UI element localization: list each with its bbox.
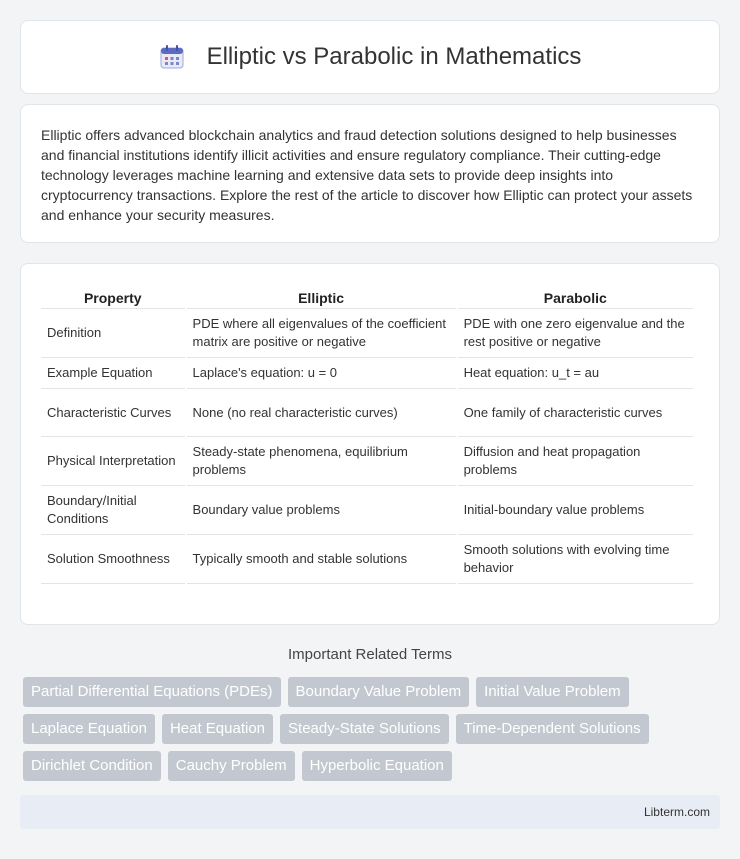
header-elliptic: Elliptic (187, 284, 456, 309)
header-card (20, 20, 720, 94)
tag-row (23, 677, 723, 707)
related-term-tag[interactable]: Hyperbolic Equation (302, 751, 452, 781)
parabolic-cell: Initial-boundary value problems (458, 486, 693, 535)
intro-card (20, 104, 720, 243)
header-parabolic: Parabolic (458, 284, 693, 309)
footer (20, 795, 720, 829)
parabolic-cell: Smooth solutions with evolving time behavior (458, 535, 693, 584)
property-cell: Example Equation (41, 358, 185, 389)
related-term-tag[interactable]: Dirichlet Condition (23, 751, 161, 781)
header-property: Property (41, 284, 185, 309)
elliptic-cell: None (no real characteristic curves) (187, 389, 456, 437)
tag-row (23, 751, 723, 781)
table-row (41, 309, 693, 358)
elliptic-cell: Boundary value problems (187, 486, 456, 535)
related-terms-list (23, 677, 723, 788)
property-cell: Boundary/Initial Conditions (41, 486, 185, 535)
related-term-tag[interactable]: Heat Equation (162, 714, 273, 744)
property-cell: Physical Interpretation (41, 437, 185, 486)
related-term-tag[interactable]: Steady-State Solutions (280, 714, 449, 744)
table-header-row (41, 284, 693, 309)
table-row (41, 486, 693, 535)
table-row (41, 389, 693, 437)
elliptic-cell: Laplace's equation: u = 0 (187, 358, 456, 389)
elliptic-cell: Steady-state phenomena, equilibrium problems (187, 437, 456, 486)
comparison-table-card (20, 263, 720, 625)
parabolic-cell: Heat equation: u_t = au (458, 358, 693, 389)
related-term-tag[interactable]: Cauchy Problem (168, 751, 295, 781)
related-term-tag[interactable]: Boundary Value Problem (288, 677, 470, 707)
elliptic-cell: Typically smooth and stable solutions (187, 535, 456, 584)
parabolic-cell: One family of characteristic curves (458, 389, 693, 437)
tag-row (23, 714, 723, 744)
related-terms-title: Important Related Terms (288, 646, 452, 663)
elliptic-cell: PDE where all eigenvalues of the coefficient matrix are positive or negative (187, 309, 456, 358)
parabolic-cell: PDE with one zero eigenvalue and the rest positive or negative (458, 309, 693, 358)
footer-site-link[interactable]: Libterm.com (643, 805, 710, 819)
property-cell: Characteristic Curves (41, 389, 185, 437)
calendar-icon (159, 44, 185, 70)
property-cell: Definition (41, 309, 185, 358)
table-row (41, 535, 693, 584)
parabolic-cell: Diffusion and heat propagation problems (458, 437, 693, 486)
table-row (41, 358, 693, 389)
page-title: Elliptic vs Parabolic in Mathematics (206, 43, 582, 70)
related-term-tag[interactable]: Time-Dependent Solutions (456, 714, 649, 744)
related-term-tag[interactable]: Initial Value Problem (476, 677, 628, 707)
property-cell: Solution Smoothness (41, 535, 185, 584)
comparison-table (39, 284, 695, 584)
intro-text: Elliptic offers advanced blockchain analytics and fraud detection solutions designed to help businesses and financial institutions identify illicit activities and ensure regulatory compliance. Their cutting-edge technology leverages machine learning and extensive data sets to provide deep insights into cryptocurrency transactions. Explore the rest of the article to discover how Elliptic can protect your assets and enhance your security measures. (41, 127, 693, 223)
related-term-tag[interactable]: Partial Differential Equations (PDEs) (23, 677, 281, 707)
table-row (41, 437, 693, 486)
related-term-tag[interactable]: Laplace Equation (23, 714, 155, 744)
